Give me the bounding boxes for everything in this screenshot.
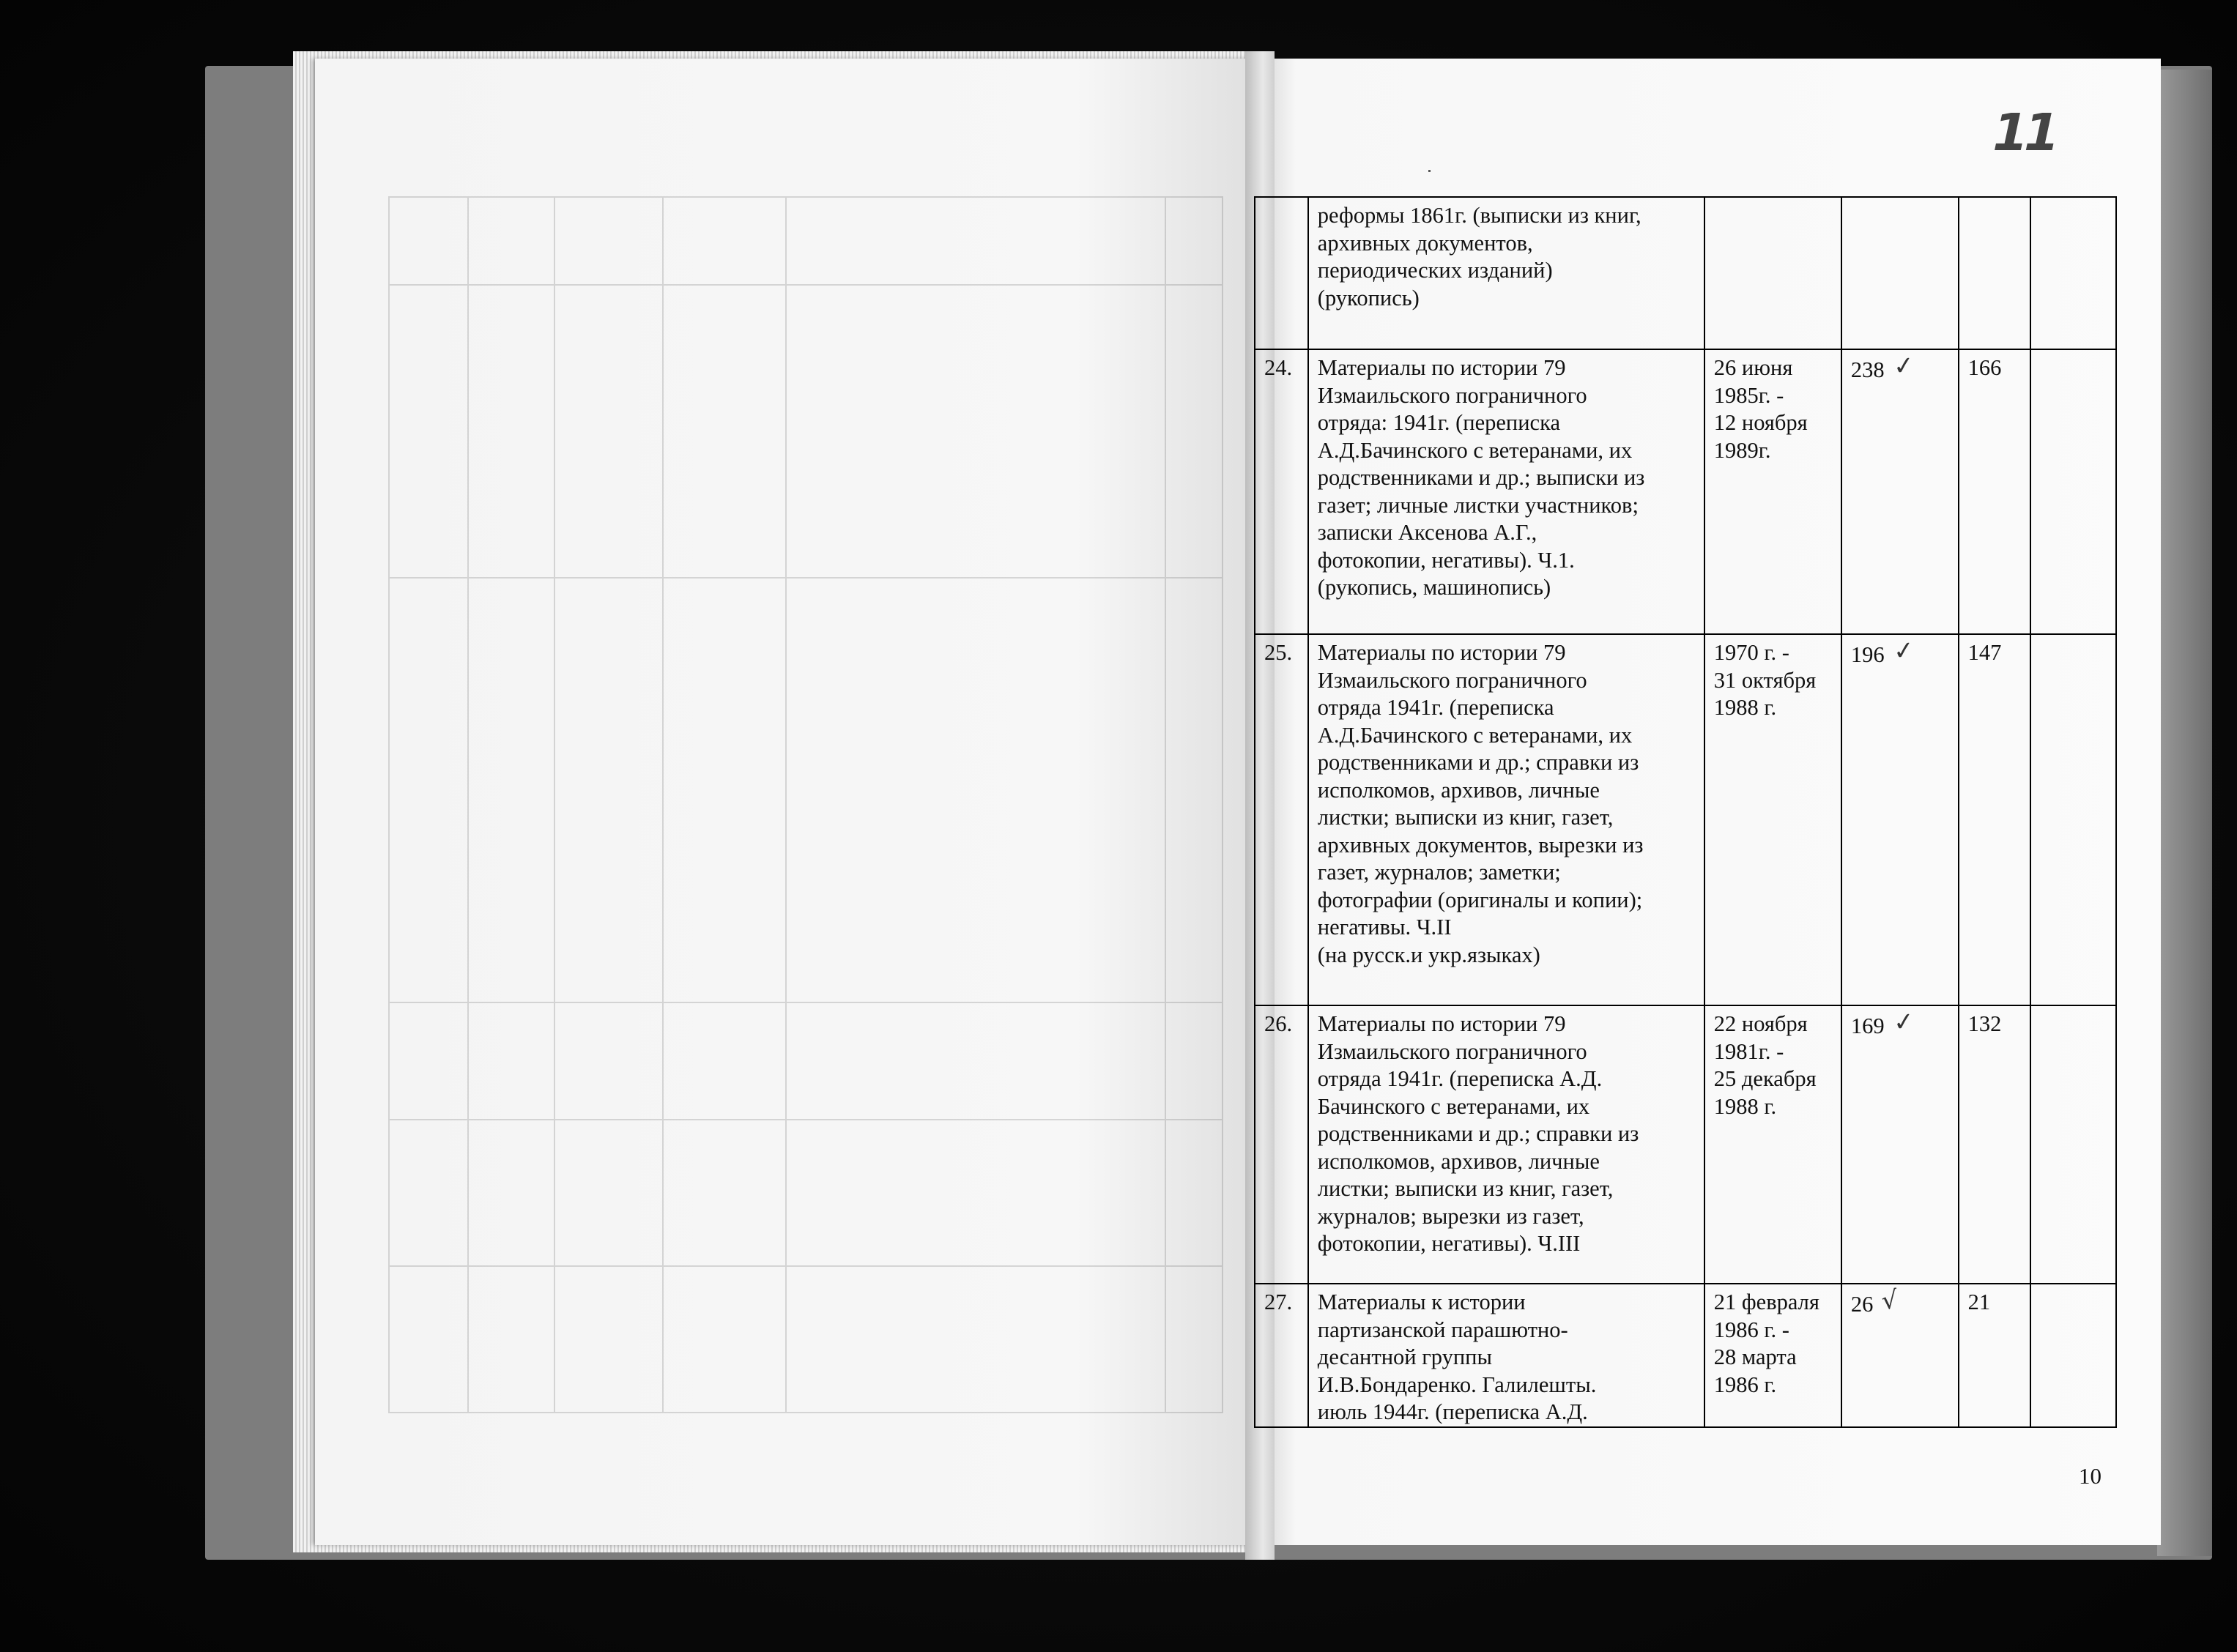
row-number <box>1255 197 1308 349</box>
row-title: реформы 1861г. (выписки из книг, архивных документов, периодических изданий) (рукопись) <box>1308 197 1704 349</box>
row-number: 24. <box>1255 349 1308 634</box>
row-number: 25. <box>1255 634 1308 1005</box>
table-row <box>1255 1005 2116 1284</box>
row-pages: 196 <box>1850 642 1885 667</box>
row-note <box>2030 634 2116 1005</box>
row-title: Материалы по истории 79 Измаильского пограничного отряда 1941г. (переписка А.Д.Бачинского с ветеранами, их родственниками и др.; справки из исполкомов, архивов, личные листки; выписки из книг, газет, архивных документов, вырезки из газет, журналов; заметки; фотографии (оригиналы и копии); негативы. Ч.II (на русск.и укр.языках) <box>1308 634 1704 1005</box>
row-title: Материалы по истории 79 Измаильского пограничного отряда 1941г. (переписка А.Д. Бачинского с ветеранами, их родственниками и др.; справки из исполкомов, архивов, личные листки; выписки из книг, газет, журналов; вырезки из газет, фотокопии, негативы). Ч.III <box>1308 1005 1704 1284</box>
row-note <box>2030 1284 2116 1427</box>
row-dates: 26 июня 1985г. - 12 ноября 1989г. <box>1704 349 1841 634</box>
table-row <box>1255 197 2116 349</box>
checkmark-icon: ✓ <box>1891 350 1915 382</box>
page-number: 10 <box>2079 1463 2101 1489</box>
row-pages-cell <box>1841 634 1959 1005</box>
cover-edge <box>2157 70 2212 1556</box>
checkmark-icon: ✓ <box>1891 635 1915 667</box>
row-dates <box>1704 197 1841 349</box>
bleed-through-grid <box>388 196 1223 1413</box>
row-pages: 169 <box>1850 1013 1885 1038</box>
row-sheets: 132 <box>1959 1005 2030 1284</box>
row-pages: 26 <box>1850 1292 1874 1317</box>
row-pages-cell <box>1841 1005 1959 1284</box>
row-dates: 1970 г. - 31 октября 1988 г. <box>1704 634 1841 1005</box>
row-pages <box>1841 197 1959 349</box>
row-number: 26. <box>1255 1005 1308 1284</box>
row-sheets: 166 <box>1959 349 2030 634</box>
row-title: Материалы к истории партизанской парашютно- десантной группы И.В.Бондаренко. Галилешты. июль 1944г. (переписка А.Д. <box>1308 1284 1704 1427</box>
row-note <box>2030 349 2116 634</box>
row-number: 27. <box>1255 1284 1308 1427</box>
row-sheets: 147 <box>1959 634 2030 1005</box>
speck <box>1428 170 1431 172</box>
inventory-table <box>1254 196 2117 1428</box>
row-note <box>2030 1005 2116 1284</box>
bleed-through-texture <box>388 198 1223 1413</box>
row-dates: 22 ноября 1981г. - 25 декабря 1988 г. <box>1704 1005 1841 1284</box>
table-row <box>1255 634 2116 1005</box>
row-pages-cell <box>1841 1284 1959 1427</box>
row-pages-cell <box>1841 349 1959 634</box>
handwritten-folio-number: 11 <box>1986 103 2062 163</box>
table-row <box>1255 349 2116 634</box>
row-sheets: 21 <box>1959 1284 2030 1427</box>
row-dates: 21 февраля 1986 г. - 28 марта 1986 г. <box>1704 1284 1841 1427</box>
checkmark-icon: ✓ <box>1891 1006 1915 1038</box>
table-row <box>1255 1284 2116 1427</box>
row-pages: 238 <box>1850 357 1885 382</box>
checkmark-icon: √ <box>1880 1284 1899 1317</box>
row-title: Материалы по истории 79 Измаильского пограничного отряда: 1941г. (переписка А.Д.Бачинского с ветеранами, их родственниками и др.; выписки из газет; личные листки участников; записки Аксенова А.Г., фотокопии, негативы). Ч.1. (рукопись, машинопись) <box>1308 349 1704 634</box>
row-sheets <box>1959 197 2030 349</box>
row-note <box>2030 197 2116 349</box>
